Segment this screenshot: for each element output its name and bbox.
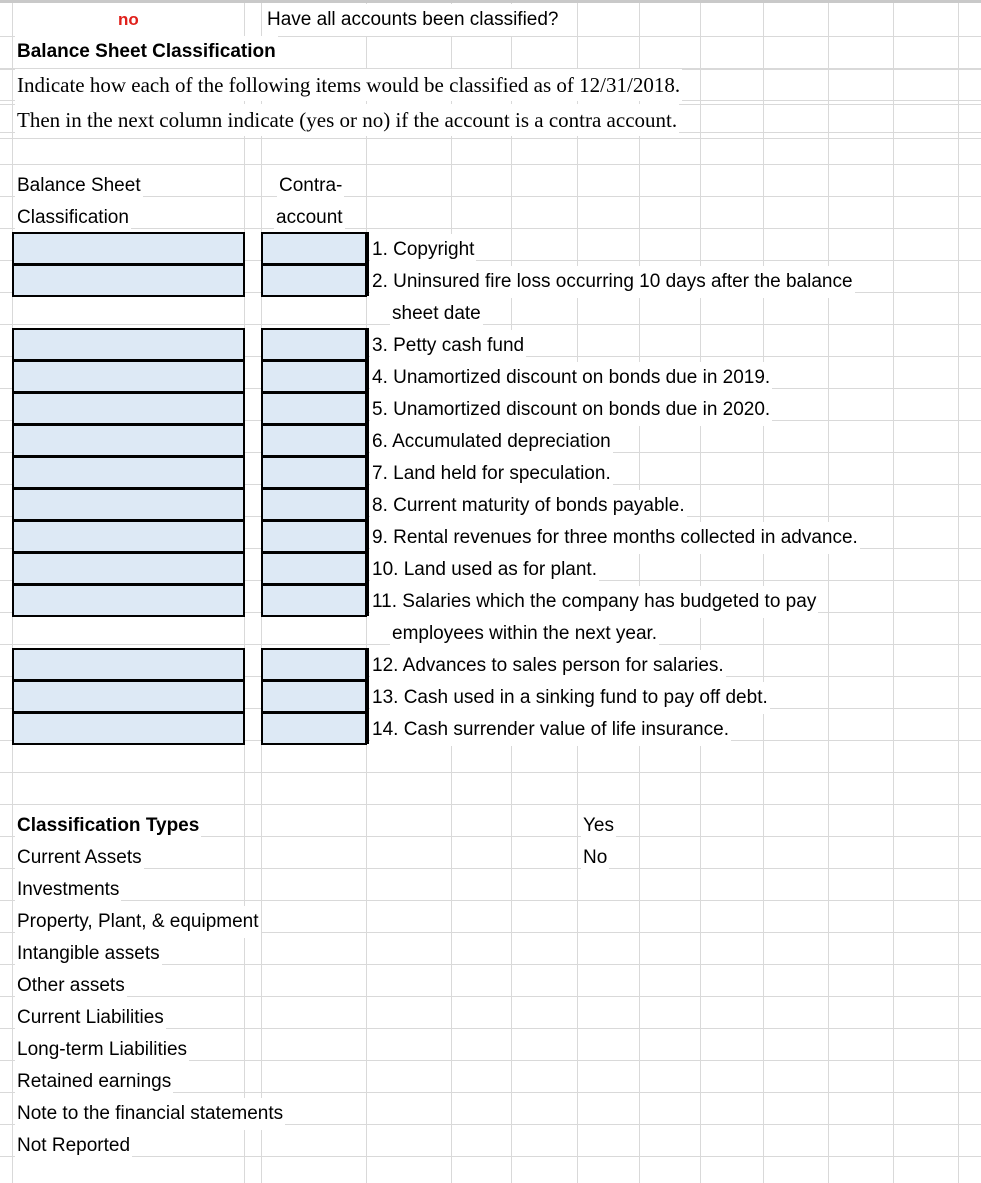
item-8: 8. Current maturity of bonds payable. [370, 490, 687, 522]
type-current-assets: Current Assets [15, 842, 144, 874]
items-bracket-3 [367, 648, 369, 744]
item-7: 7. Land held for speculation. [370, 458, 613, 490]
items-bracket-2 [367, 328, 369, 616]
grid-row-line [0, 228, 981, 229]
grid-row-line [0, 164, 981, 165]
yes-option: Yes [581, 810, 616, 842]
grid-column-line [828, 0, 829, 1183]
contra-header-line-2: account [274, 202, 345, 234]
classification-input-3[interactable] [12, 328, 245, 361]
grid-row-line [0, 900, 981, 901]
item-6: 6. Accumulated depreciation [370, 426, 613, 458]
classification-header-line-2: Classification [15, 202, 131, 234]
classification-input-9[interactable] [12, 520, 245, 553]
grid-row-line [0, 324, 981, 325]
type-ppe: Property, Plant, & equipment [15, 906, 261, 938]
contra-input-1[interactable] [261, 232, 367, 265]
grid-row-line [0, 868, 981, 869]
type-intangible-assets: Intangible assets [15, 938, 162, 970]
grid-row-line [0, 196, 981, 197]
contra-input-8[interactable] [261, 488, 367, 521]
item-5: 5. Unamortized discount on bonds due in 2020. [370, 394, 772, 426]
grid-row-line [0, 772, 981, 773]
top-border [0, 0, 981, 3]
classification-input-14[interactable] [12, 712, 245, 745]
item-12: 12. Advances to sales person for salaries. [370, 650, 726, 682]
contra-input-7[interactable] [261, 456, 367, 489]
contra-input-9[interactable] [261, 520, 367, 553]
grid-row-line [0, 996, 981, 997]
grid-row-line [0, 138, 981, 139]
item-14: 14. Cash surrender value of life insurance. [370, 714, 731, 746]
contra-header-line-1: Contra- [277, 170, 344, 202]
instruction-line-2: Then in the next column indicate (yes or no) if the account is a contra account. [15, 104, 679, 136]
classification-input-1[interactable] [12, 232, 245, 265]
no-option: No [581, 842, 609, 874]
type-note-to-financial-statements: Note to the financial statements [15, 1098, 285, 1130]
classification-types-title: Classification Types [15, 810, 201, 842]
classification-input-12[interactable] [12, 648, 245, 681]
section-title: Balance Sheet Classification [15, 36, 278, 68]
contra-input-13[interactable] [261, 680, 367, 713]
classification-header-line-1: Balance Sheet [15, 170, 143, 202]
contra-input-12[interactable] [261, 648, 367, 681]
grid-row-line [0, 804, 981, 805]
grid-column-line [893, 0, 894, 1183]
type-not-reported: Not Reported [15, 1130, 132, 1162]
grid-column-line [958, 0, 959, 1183]
classification-input-13[interactable] [12, 680, 245, 713]
classification-input-11[interactable] [12, 584, 245, 617]
contra-input-11[interactable] [261, 584, 367, 617]
contra-input-14[interactable] [261, 712, 367, 745]
contra-input-3[interactable] [261, 328, 367, 361]
item-1: 1. Copyright [370, 234, 476, 266]
item-2: 2. Uninsured fire loss occurring 10 days after the balance [370, 266, 855, 298]
item-3: 3. Petty cash fund [370, 330, 526, 362]
item-11-cont: employees within the next year. [390, 618, 659, 650]
classification-input-7[interactable] [12, 456, 245, 489]
grid-row-line [0, 1156, 981, 1157]
type-current-liabilities: Current Liabilities [15, 1002, 166, 1034]
contra-input-2[interactable] [261, 264, 367, 297]
question-label: Have all accounts been classified? [265, 4, 561, 36]
contra-input-6[interactable] [261, 424, 367, 457]
item-2-cont: sheet date [390, 298, 483, 330]
classification-input-8[interactable] [12, 488, 245, 521]
classification-input-5[interactable] [12, 392, 245, 425]
item-10: 10. Land used as for plant. [370, 554, 599, 586]
contra-input-10[interactable] [261, 552, 367, 585]
classification-input-6[interactable] [12, 424, 245, 457]
items-bracket-1 [367, 232, 369, 296]
item-9: 9. Rental revenues for three months collected in advance. [370, 522, 860, 554]
classification-input-2[interactable] [12, 264, 245, 297]
item-4: 4. Unamortized discount on bonds due in 2019. [370, 362, 772, 394]
contra-input-5[interactable] [261, 392, 367, 425]
classification-input-4[interactable] [12, 360, 245, 393]
item-13: 13. Cash used in a sinking fund to pay off debt. [370, 682, 770, 714]
classification-input-10[interactable] [12, 552, 245, 585]
type-retained-earnings: Retained earnings [15, 1066, 173, 1098]
contra-input-4[interactable] [261, 360, 367, 393]
item-11: 11. Salaries which the company has budgeted to pay [370, 586, 818, 618]
type-investments: Investments [15, 874, 121, 906]
instruction-line-1: Indicate how each of the following items would be classified as of 12/31/2018. [15, 69, 682, 101]
type-long-term-liabilities: Long-term Liabilities [15, 1034, 189, 1066]
type-other-assets: Other assets [15, 970, 127, 1002]
status-cell[interactable]: no [116, 4, 141, 36]
